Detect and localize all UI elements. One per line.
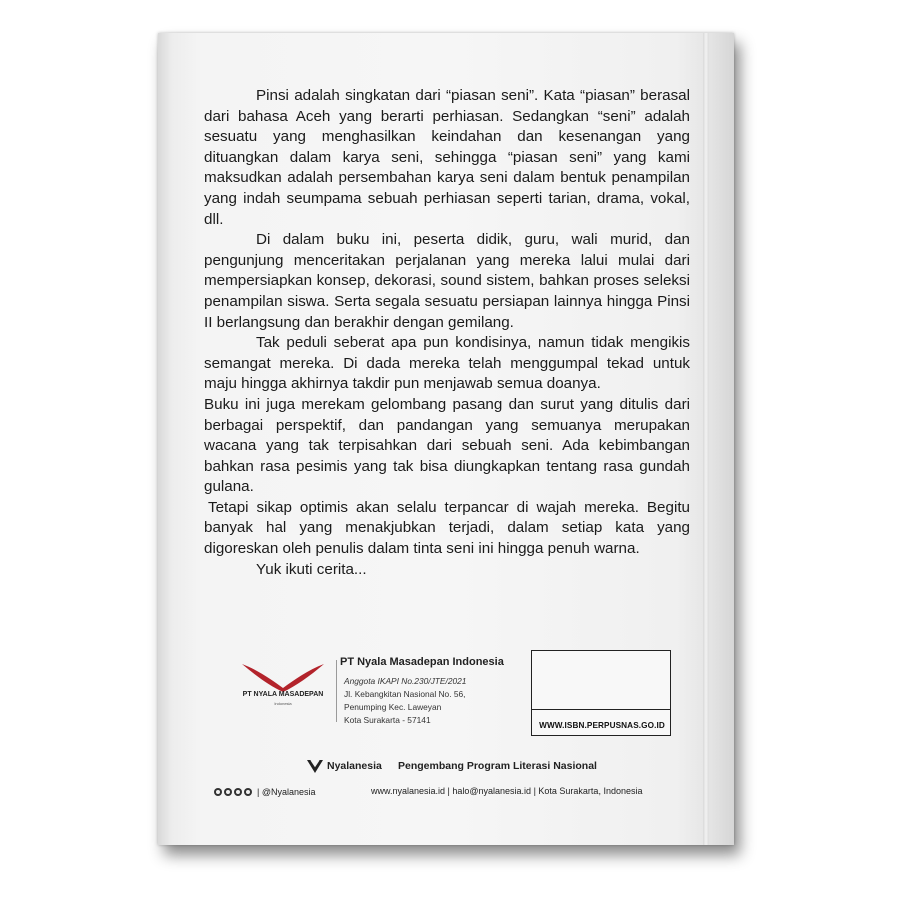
blurb-paragraph-4: Buku ini juga merekam gelombang pasang dan surut yang ditulis dari berbagai perspektif, dan pandangan yang semuanya merupakan wacana yang tak terpisahkan dari sebuah seni. Ada kebimbangan bahkan rasa pesimis yang tak bisa diungkapkan tentang rasa gundah gulana.: [204, 395, 690, 496]
youtube-icon: [234, 788, 242, 796]
address-line-3: Kota Surakarta - 57141: [344, 715, 431, 725]
tiktok-icon: [244, 788, 252, 796]
ikapi-membership: Anggota IKAPI No.230/JTE/2021: [344, 676, 467, 686]
publisher-logo-subtext: Indonesia: [274, 701, 292, 706]
address-line-2: Penumping Kec. Laweyan: [344, 702, 442, 712]
blurb-paragraph-3: Tak peduli seberat apa pun kondisinya, namun tidak mengikis semangat mereka. Di dada mereka telah menggumpal tekad untuk maju hingga akhirnya takdir pun menjawab semua doanya.: [204, 334, 690, 393]
publisher-logo-text: PT NYALA MASADEPAN: [242, 691, 324, 698]
back-cover-blurb: [204, 86, 690, 580]
cover-crease: [703, 33, 709, 845]
blurb-paragraph-2: Di dalam buku ini, peserta didik, guru, wali murid, dan pengunjung menceritakan perjalanan yang mereka lalui mulai dari mempersiapkan konsep, dekorasi, sound sistem, bahkan proses seleksi penampilan siswa. Serta segala sesuatu persiapan lainnya hingga Pinsi II berlangsung dan berakhir dengan gemilang.: [204, 231, 690, 331]
address-line-1: Jl. Kebangkitan Nasional No. 56,: [344, 689, 466, 699]
blurb-paragraph-1: Pinsi adalah singkatan dari “piasan seni”. Kata “piasan” berasal dari bahasa Aceh yang berarti perhiasan. Sedangkan “seni” adalah sesuatu yang menghasilkan keindahan dan kesenangan yang dituangkan dalam karya seni, sehingga “piasan seni” yang kami maksudkan adalah persembahan karya seni dalam bentuk penampilan yang indah seumpama sebuah perhiasan seperti tarian, drama, vokal, dll.: [204, 87, 690, 228]
facebook-icon: [224, 788, 232, 796]
blurb-paragraph-6: Yuk ikuti cerita...: [256, 560, 367, 578]
isbn-url: WWW.ISBN.PERPUSNAS.GO.ID: [539, 721, 665, 730]
social-handle: | @Nyalanesia: [257, 787, 316, 797]
blurb-paragraph-5: Tetapi sikap optimis akan selalu terpancar di wajah mereka. Begitu banyak hal yang menakjubkan terjadi, dalam setiap kata yang digoreskan oleh penulis dalam tinta seni ini hingga penuh warna.: [204, 498, 690, 558]
social-media-row: [214, 786, 316, 798]
publisher-name: PT Nyala Masadepan Indonesia: [340, 656, 504, 668]
nyalanesia-logo-icon: [306, 758, 324, 774]
publisher-info: [344, 675, 466, 727]
nyalanesia-brand: Nyalanesia: [327, 760, 382, 772]
isbn-barcode-box: [531, 650, 671, 736]
isbn-barcode-area: [532, 651, 670, 710]
instagram-icon: [214, 788, 222, 796]
contact-info: www.nyalanesia.id | halo@nyalanesia.id | Kota Surakarta, Indonesia: [371, 786, 643, 796]
publisher-divider: [336, 660, 337, 722]
nyalanesia-tagline: Pengembang Program Literasi Nasional: [398, 760, 597, 772]
